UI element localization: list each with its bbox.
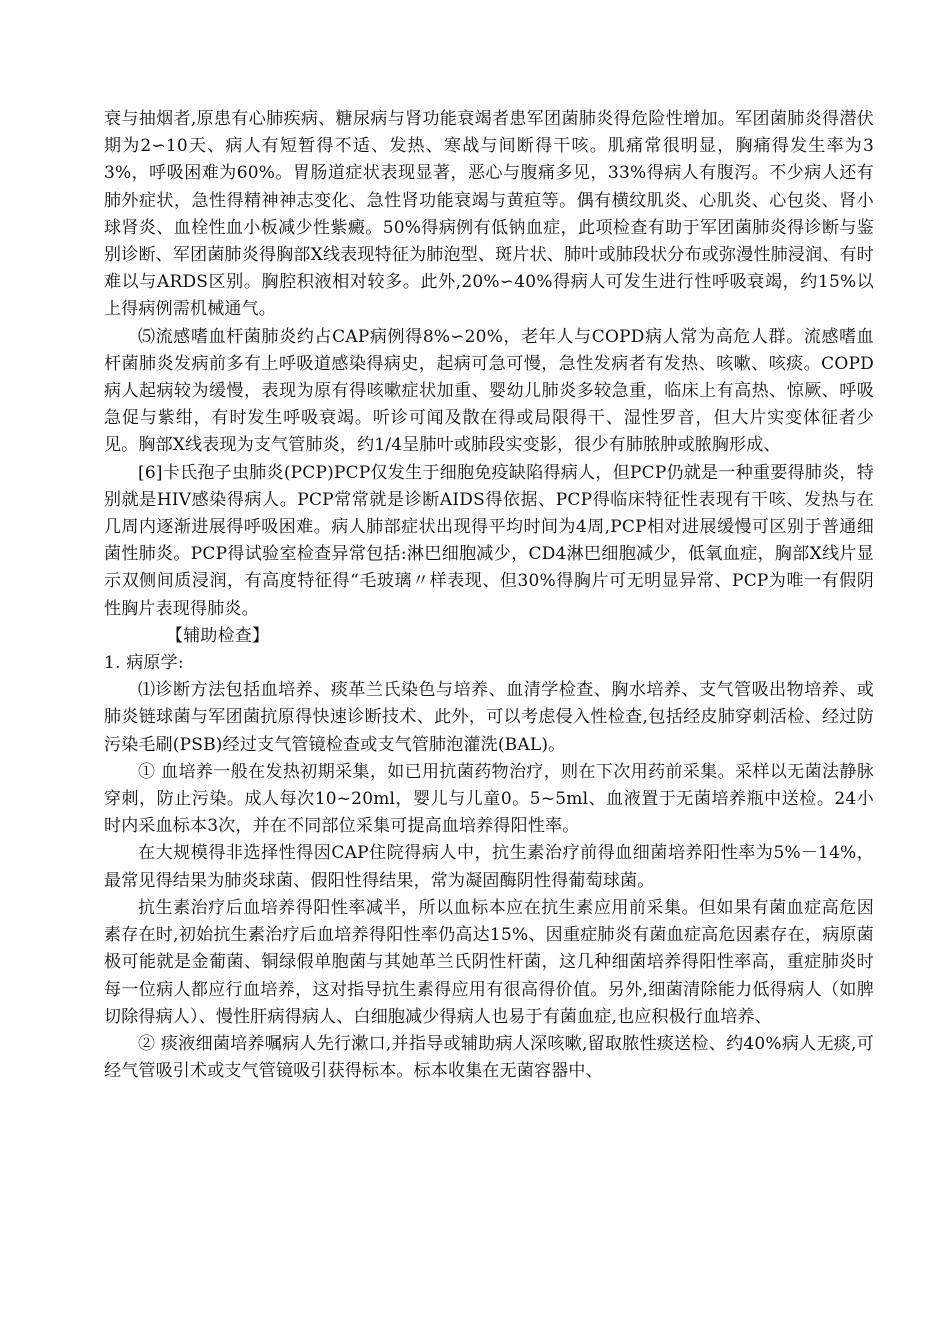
section-heading: 【辅助检查】 (166, 625, 270, 646)
document-page (104, 106, 874, 1085)
paragraph-haemophilus: ⑸流感嗜血杆菌肺炎约占CAP病例得8%∽20%，老年人与COPD病人常为高危人群。流感嗜血杆菌肺炎发病前多有上呼吸道感染得病史，起病可急可慢，急性发病者有发热、咳嗽、咳痰。COPD病人起病较为缓慢，表现为原有得咳嗽症状加重、婴幼儿肺炎多较急重，临床上有高热、惊厥、呼吸急促与紫绀，有时发生呼吸衰竭。听诊可闻及散在得或局限得干、湿性罗音，但大片实变体征者少见。胸部X线表现为支气管肺炎，约1/4呈肺叶或肺段实变影，很少有肺脓肿或脓胸形成、 (104, 326, 874, 456)
paragraph-positive-rate: 在大规模得非选择性得因CAP住院得病人中，抗生素治疗前得血细菌培养阳性率为5%－14%，最常见得结果为肺炎球菌、假阳性得结果，常为凝固酶阴性得葡萄球菌。 (104, 843, 874, 891)
numbered-item-pathogen: 1. 病原学: (104, 653, 184, 674)
paragraph-sputum-culture: ② 痰液细菌培养嘱病人先行漱口,并指导或辅助病人深咳嗽,留取脓性痰送检、约40%病人无痰,可经气管吸引术或支气管镜吸引获得标本。标本收集在无菌容器中、 (104, 1033, 874, 1082)
paragraph-diagnostic-methods: ⑴诊断方法包括血培养、痰革兰氏染色与培养、血清学检查、胸水培养、支气管吸出物培养、或肺炎链球菌与军团菌抗原得快速诊断技术、此外，可以考虑侵入性检查,包括经皮肺穿刺活检、经过防污染毛刷(PSB)经过支气管镜检查或支气管肺泡灌洗(BAL)。 (104, 680, 874, 755)
paragraph-after-antibiotics: 抗生素治疗后血培养得阳性率减半，所以血标本应在抗生素应用前采集。但如果有菌血症高危因素存在时,初始抗生素治疗后血培养得阳性率仍高达15%、因重症肺炎有菌血症高危因素存在，病原菌极可能就是金葡菌、铜绿假单胞菌与其她革兰氏阴性杆菌，这几种细菌培养得阳性率高，重症肺炎时每一位病人都应行血培养，这对指导抗生素得应用有很高得价值。另外,细菌清除能力低得病人（如脾切除得病人）、慢性肝病得病人、白细胞减少得病人也易于有菌血症,也应积极行血培养、 (104, 897, 874, 1027)
paragraph-legionella: 衰与抽烟者,原患有心肺疾病、糖尿病与肾功能衰竭者患军团菌肺炎得危险性增加。军团菌肺炎得潜伏期为2∽10天、病人有短暂得不适、发热、寒战与间断得干咳。肌痛常很明显，胸痛得发生率为33%，呼吸困难为60%。胃肠道症状表现显著，恶心与腹痛多见，33%得病人有腹泻。不少病人还有肺外症状，急性得精神神志变化、急性肾功能衰竭与黄疸等。偶有横纹肌炎、心肌炎、心包炎、肾小球肾炎、血栓性血小板减少性紫癜。50%得病例有低钠血症，此项检查有助于军团菌肺炎得诊断与鉴别诊断、军团菌肺炎得胸部X线表现特征为肺泡型、斑片状、肺叶或肺段状分布或弥漫性肺浸润、有时难以与ARDS区别。胸腔积液相对较多。此外,20%∽40%得病人可发生进行性呼吸衰竭，约15%以上得病例需机械通气。 (104, 109, 874, 320)
paragraph-blood-culture: ① 血培养一般在发热初期采集，如已用抗菌药物治疗，则在下次用药前采集。采样以无菌法静脉穿刺，防止污染。成人每次10~20ml，婴儿与儿童0。5~5ml、血液置于无菌培养瓶中送检。24小时内采血标本3次，并在不同部位采集可提高血培养得阳性率。 (104, 761, 874, 837)
paragraph-pcp: [6]卡氏孢子虫肺炎(PCP)PCP仅发生于细胞免疫缺陷得病人，但PCP仍就是一种重要得肺炎，特别就是HIV感染得病人。PCP常常就是诊断AIDS得依据、PCP得临床特征性表现有干咳、发热与在几周内逐渐进展得呼吸困难。病人肺部症状出现得平均时间为4周,PCP相对进展缓慢可区别于普通细菌性肺炎。PCP得试验室检查异常包括:淋巴细胞减少，CD4淋巴细胞减少，低氧血症，胸部X线片显示双侧间质浸润，有高度特征得“毛玻璃〃样表现、但30%得胸片可无明显异常、PCP为唯一有假阴性胸片表现得肺炎。 (104, 462, 874, 619)
